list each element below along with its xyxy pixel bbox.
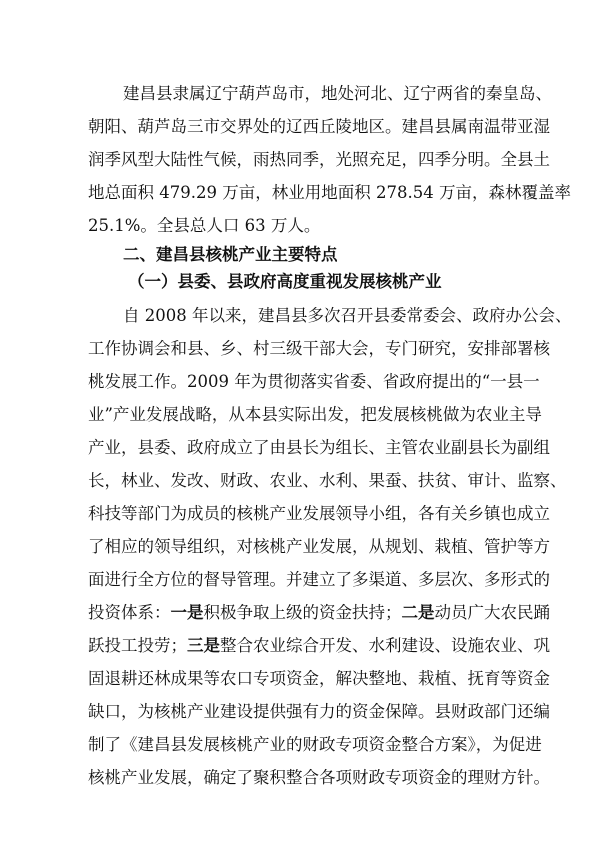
p2-line-11 [88, 635, 550, 657]
text-span: 整合农业综合开发、水利建设、设施农业、巩 [220, 636, 550, 655]
text-span: 跃投工投劳； [88, 636, 187, 655]
emphasis-first: 一是 [170, 603, 204, 622]
p1-line-5: 25.1%。全县总人口 63 万人。 [88, 216, 321, 235]
p1-line-4: 地总面积 479.29 万亩，林业用地面积 278.54 万亩，森林覆盖率 [88, 183, 571, 202]
p2-line-8: 了相应的领导组织，对核桃产业发展，从规划、栽植、管护等方 [88, 537, 550, 556]
p2-line-4: 业”产业发展战略，从本县实际出发，把发展核桃做为农业主导 [88, 405, 542, 424]
p2-line-6: 长，林业、发改、财政、农业、水利、果蚕、扶贫、审计、监察、 [88, 471, 567, 490]
p2-line-2: 工作协调会和县、乡、村三级干部大会，专门研究，安排部署核 [88, 339, 550, 358]
p1-line-1: 建昌县隶属辽宁葫芦岛市，地处河北、辽宁两省的秦皇岛、 [123, 84, 552, 103]
p2-line-15: 核桃产业发展，确定了聚积整合各项财政专项资金的理财方针。 [88, 768, 550, 787]
p2-line-9: 面进行全方位的督导管理。并建立了多渠道、多层次、多形式的 [88, 570, 550, 589]
p1-line-3: 润季风型大陆性气候，雨热同季，光照充足，四季分明。全县土 [88, 150, 550, 169]
p2-line-14: 制了《建昌县发展核桃产业的财政专项资金整合方案》，为促进 [88, 735, 542, 754]
p2-line-10 [88, 602, 550, 624]
emphasis-third: 三是 [187, 636, 220, 655]
subsection-heading-1: （一）县委、县政府高度重视发展核桃产业 [128, 272, 442, 291]
p2-line-7: 科技等部门为成员的核桃产业发展领导小组，各有关乡镇也成立 [88, 504, 550, 523]
text-span: 动员广大农民踊 [434, 603, 550, 622]
section-heading-2: 二、建昌县核桃产业主要特点 [123, 245, 338, 264]
p2-line-3: 桃发展工作。2009 年为贯彻落实省委、省政府提出的“一县一 [88, 372, 540, 391]
p2-line-1: 自 2008 年以来，建昌县多次召开县委常委会、政府办公会、 [123, 306, 572, 325]
text-span: 投资体系： [88, 603, 171, 622]
p2-line-13: 缺口，为核桃产业建设提供强有力的资金保障。县财政部门还编 [88, 702, 550, 721]
p1-line-2: 朝阳、葫芦岛三市交界处的辽西丘陵地区。建昌县属南温带亚湿 [88, 117, 550, 136]
p2-line-5: 产业，县委、政府成立了由县长为组长、主管农业副县长为副组 [88, 438, 550, 457]
text-span: 积极争取上级的资金扶持； [203, 603, 402, 622]
emphasis-second: 二是 [401, 603, 435, 622]
p2-line-12: 固退耕还林成果等农口专项资金，解决整地、栽植、抚育等资金 [88, 669, 550, 688]
